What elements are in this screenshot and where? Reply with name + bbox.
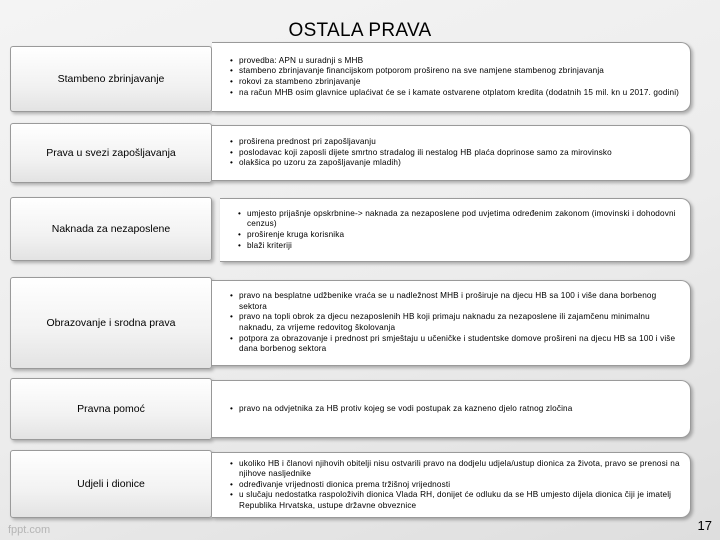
category-label-box <box>10 450 212 518</box>
details-list <box>212 56 687 98</box>
list-item: • proširenje kruga korisnika <box>238 230 682 241</box>
details-box <box>212 452 691 518</box>
details-list <box>212 404 580 415</box>
details-list <box>220 209 690 251</box>
details-box <box>212 42 691 112</box>
list-item: • poslodavac koji zaposli dijete smrtno stradalog ili nestalog HB plaća doprinose samo za mirovinsko <box>230 148 612 159</box>
details-list <box>212 459 690 512</box>
list-item: • ukoliko HB i članovi njihovih obitelji nisu ostvarili pravo na dodjelu udjela/ustup dionica za života, pravo se prenosi na njihove nasljednike <box>230 459 682 480</box>
details-box <box>220 198 691 262</box>
page-title: OSTALA PRAVA <box>288 20 432 41</box>
category-label: Obrazovanje i srodna prava <box>46 317 176 329</box>
category-label: Naknada za nezaposlene <box>51 223 171 235</box>
category-label: Prava u svezi zapošljavanja <box>46 147 176 159</box>
list-item: • blaži kriteriji <box>238 241 682 252</box>
details-box <box>212 280 691 366</box>
category-label-box <box>10 123 212 183</box>
list-item: • proširena prednost pri zapošljavanju <box>230 137 612 148</box>
list-item: • na račun MHB osim glavnice uplaćivat će se i kamate ostvarene otplatom kredita (dodatnih 15 mil. kn u 2017. godini) <box>230 88 679 99</box>
fppt-logo: fppt.com <box>8 524 51 536</box>
details-list <box>212 291 690 355</box>
list-item: • olakšica po uzoru za zapošljavanje mladih) <box>230 158 612 169</box>
details-list <box>212 137 620 169</box>
category-label-box <box>10 378 212 440</box>
list-item: • rokovi za stambeno zbrinjavanje <box>230 77 679 88</box>
list-item: • određivanje vrijednosti dionica prema tržišnoj vrijednosti <box>230 480 682 491</box>
list-item: • potpora za obrazovanje i prednost pri smještaju u učeničke i studentske domove prošireni na djecu HB sa 100 i više dana borbenog sektora <box>230 334 682 355</box>
page-number: 17 <box>697 518 712 533</box>
details-box <box>212 125 691 181</box>
category-label-box <box>10 197 212 261</box>
category-label: Pravna pomoć <box>77 403 145 415</box>
category-label: Stambeno zbrinjavanje <box>57 73 165 85</box>
list-item: • provedba: APN u suradnji s MHB <box>230 56 679 67</box>
list-item: • pravo na besplatne udžbenike vraća se u nadležnost MHB i proširuje na djecu HB sa 100 i više dana borbenog sektora <box>230 291 682 312</box>
list-item: • u slučaju nedostatka raspoloživih dionica Vlada RH, donijet će odluku da se HB umjesto dijela dionica čiji je imatelj Republika Hrvatska, ustupe državne obveznice <box>230 490 682 511</box>
category-label: Udjeli i dionice <box>77 478 145 490</box>
list-item: • pravo na topli obrok za djecu nezaposlenih HB koji primaju naknadu za nezaposlene ili zajamčenu minimalnu naknadu, za vrijeme redovitog školovanja <box>230 312 682 333</box>
list-item: • pravo na odvjetnika za HB protiv kojeg se vodi postupak za kazneno djelo ratnog zločina <box>230 404 572 415</box>
list-item: • stambeno zbrinjavanje financijskom potporom prošireno na sve namjene stambenog zbrinjavanja <box>230 66 679 77</box>
category-label-box <box>10 46 212 112</box>
category-label-box <box>10 277 212 369</box>
list-item: • umjesto prijašnje opskrbnine-> naknada za nezaposlene pod uvjetima određenim zakonom (imovinski i dohodovni cenzus) <box>238 209 682 230</box>
details-box <box>212 380 691 438</box>
